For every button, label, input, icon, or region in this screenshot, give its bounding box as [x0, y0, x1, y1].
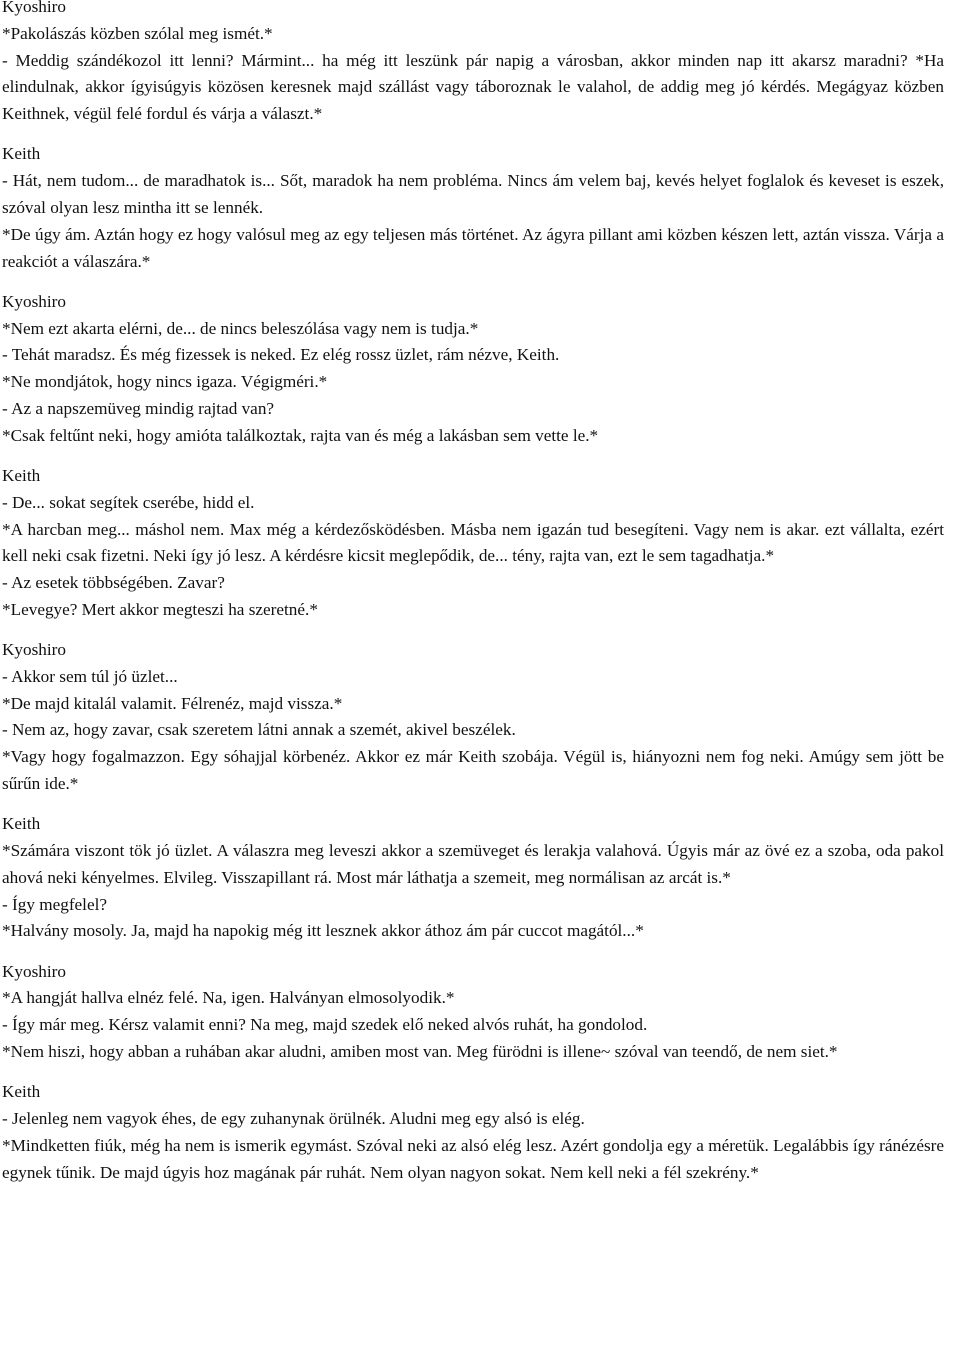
speaker-name: Keith — [2, 814, 41, 834]
dialogue-line: *Nem ezt akarta elérni, de... de nincs beleszólása vagy nem is tudja.* — [2, 318, 479, 338]
dialogue-block — [2, 141, 944, 275]
speaker-name: Keith — [2, 465, 41, 485]
dialogue-line: *A harcban meg... máshol nem. Max még a kérdezősködésben. Másba nem igazán tud besegíteni. Vagy nem is akar. ezt vállalta, ezért kell neki csak fizetni. Neki így jó lesz. A kérdésre kicsit meglepődik, de... tény, rajta van, ezt le sem tagadhatja.* — [2, 519, 944, 566]
dialogue-line: *Levegye? Mert akkor megteszi ha szeretné.* — [2, 599, 318, 619]
dialogue-block — [2, 289, 944, 450]
speaker-name: Kyoshiro — [2, 291, 66, 311]
dialogue-line: - Tehát maradsz. És még fizessek is neked. Ez elég rossz üzlet, rám nézve, Keith. — [2, 345, 560, 365]
document-body — [2, 0, 944, 1200]
dialogue-line: - Így már meg. Kérsz valamit enni? Na meg, majd szedek elő neked alvós ruhát, ha gondolod. — [2, 1015, 648, 1035]
dialogue-block — [2, 959, 944, 1066]
dialogue-line: *Halvány mosoly. Ja, majd ha napokig még itt lesznek akkor áthoz ám pár cuccot magától...* — [2, 921, 644, 941]
dialogue-line: *Ne mondjátok, hogy nincs igaza. Végigméri.* — [2, 372, 328, 392]
dialogue-line: - Jelenleg nem vagyok éhes, de egy zuhanynak örülnék. Aludni meg egy alsó is elég. — [2, 1109, 585, 1129]
dialogue-line: - Meddig szándékozol itt lenni? Mármint... ha még itt leszünk pár napig a városban, akkor minden nap itt akarsz maradni? *Ha elindulnak, akkor ígyisúgyis közösen keresnek majd szállást vagy táboroznak le valahol, de addig meg jó kérdés. Megágyaz közben Keithnek, végül felé fordul és várja a választ.* — [2, 50, 944, 124]
dialogue-line: *Mindketten fiúk, még ha nem is ismerik egymást. Szóval neki az alsó elég lesz. Azért gondolja egy a méretük. Legalábbis így ránézésre egynek tűnik. De majd úgyis hoz magának pár ruhát. Nem olyan nagyon sokat. Nem kell neki a fél szekrény.* — [2, 1135, 944, 1182]
dialogue-line: - De... sokat segítek cserébe, hidd el. — [2, 492, 255, 512]
dialogue-block — [2, 0, 944, 128]
speaker-name: Kyoshiro — [2, 0, 66, 16]
dialogue-block — [2, 637, 944, 798]
dialogue-block — [2, 1079, 944, 1186]
dialogue-line: - Hát, nem tudom... de maradhatok is... Sőt, maradok ha nem probléma. Nincs ám velem baj, kevés helyet foglalok és keveset is eszek, szóval olyan lesz mintha itt se lennék. — [2, 171, 944, 217]
dialogue-line: *Pakolászás közben szólal meg ismét.* — [2, 23, 273, 43]
dialogue-line: *Csak feltűnt neki, hogy amióta találkoztak, rajta van és még a lakásban sem vette le.* — [2, 425, 599, 445]
dialogue-block — [2, 811, 944, 945]
speaker-name: Kyoshiro — [2, 640, 66, 660]
speaker-name: Kyoshiro — [2, 961, 66, 981]
dialogue-line: - Nem az, hogy zavar, csak szeretem látni annak a szemét, akivel beszélek. — [2, 720, 516, 740]
dialogue-line: *A hangját hallva elnéz felé. Na, igen. Halványan elmosolyodik.* — [2, 988, 455, 1008]
dialogue-line: - Akkor sem túl jó üzlet... — [2, 666, 178, 686]
dialogue-line: - Az esetek többségében. Zavar? — [2, 573, 225, 593]
dialogue-block — [2, 463, 944, 624]
dialogue-line: *Nem hiszi, hogy abban a ruhában akar aludni, amiben most van. Meg fürödni is illene~ szóval van teendő, de nem siet.* — [2, 1042, 838, 1062]
dialogue-line: - Az a napszemüveg mindig rajtad van? — [2, 398, 275, 418]
dialogue-line: *De úgy ám. Aztán hogy ez hogy valósul meg az egy teljesen más történet. Az ágyra pillant ami közben készen lett, aztán vissza. Várja a reakciót a válaszára.* — [2, 224, 944, 271]
dialogue-line: *Számára viszont tök jó üzlet. A válaszra meg leveszi akkor a szemüveget és lerakja valahová. Úgyis már az övé ez a szoba, oda pakol ahová neki kényelmes. Elvileg. Visszapillant rá. Most már láthatja a szemeit, meg normálisan az arcát is.* — [2, 841, 944, 887]
speaker-name: Keith — [2, 144, 41, 164]
speaker-name: Keith — [2, 1082, 41, 1102]
dialogue-line: - Így megfelel? — [2, 894, 107, 914]
dialogue-line: *Vagy hogy fogalmazzon. Egy sóhajjal körbenéz. Akkor ez már Keith szobája. Végül is, hiányozni nem fog neki. Amúgy sem jött be sűrűn ide.* — [2, 747, 944, 794]
dialogue-line: *De majd kitalál valamit. Félrenéz, majd vissza.* — [2, 693, 343, 713]
